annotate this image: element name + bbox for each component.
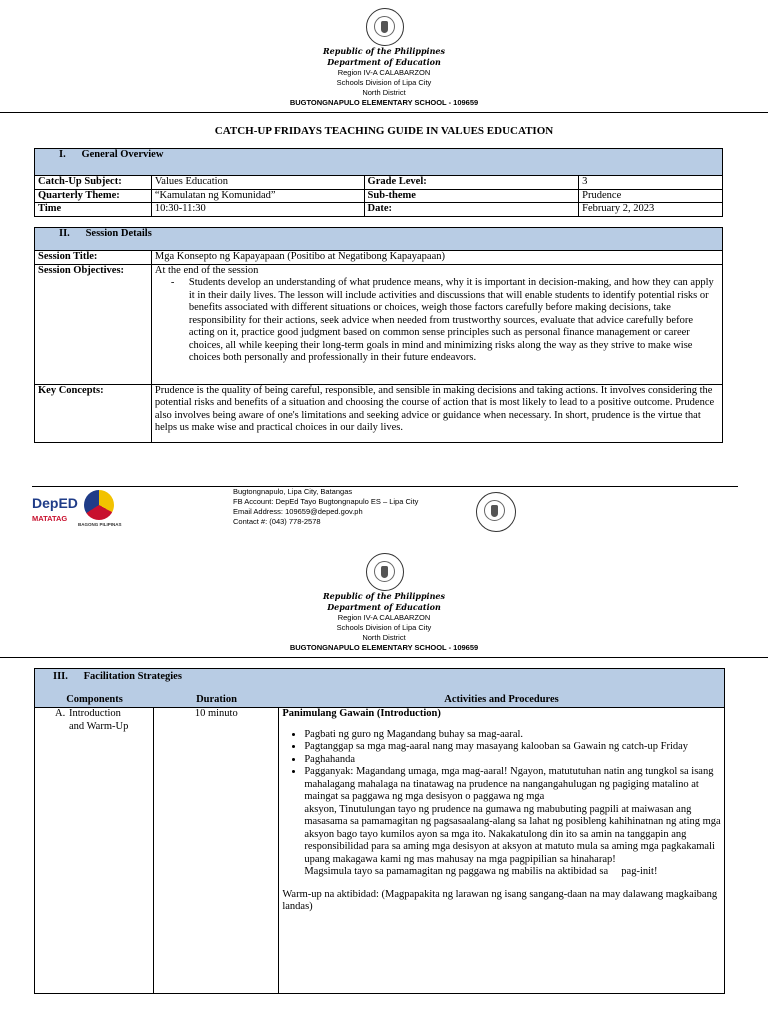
bagong-pilipinas-text: BAGONG PILIPINAS	[78, 522, 122, 527]
facilitation-heading: III. Facilitation Strategies Components Duration Activities and Procedures	[35, 669, 725, 708]
school-seal-icon	[476, 492, 516, 532]
bullet-item: • Pagganyak: Magandang umaga, mga mag-aaral! Ngayon, matututuhan natin ang tungkol sa isang mahalagang mahalaga na tinatawag na prudence na nangangahulugan ng pagiging matalino at maingat sa paggawa ng mga desisyon o paggawa ng mga	[304, 766, 721, 804]
session-title-label: Session Title:	[35, 251, 152, 265]
footer-address: Bugtongnapulo, Lipa City, Batangas	[233, 487, 353, 496]
deped-seal-icon	[366, 8, 404, 46]
theme-value: “Kamulatan ng Komunidad”	[151, 189, 364, 203]
document-title: CATCH-UP FRIDAYS TEACHING GUIDE IN VALUES EDUCATION	[214, 125, 554, 137]
grade-label: Grade Level:	[364, 176, 579, 190]
district-line: North District	[362, 88, 406, 97]
key-concepts-label: Key Concepts:	[35, 384, 152, 442]
component-letter: A.	[55, 708, 66, 719]
general-overview-table	[34, 148, 723, 217]
duration-cell: 10 minuto	[154, 708, 279, 994]
footer-email: Email Address: 109659@deped.gov.ph	[233, 507, 363, 516]
department-line-2: Department of Education	[327, 602, 441, 612]
col-duration: Duration	[196, 693, 237, 705]
bullet-item: • Pagbati ng guro ng Magandang buhay sa mag-aaral.	[304, 729, 721, 742]
school-line-2: BUGTONGNAPULO ELEMENTARY SCHOOL - 109659	[289, 643, 479, 652]
header-rule-2	[0, 657, 768, 658]
deped-logo-text: DepED	[32, 495, 78, 511]
session-details-heading: II. Session Details	[35, 228, 723, 251]
session-title-value: Mga Konsepto ng Kapayapaan (Positibo at Negatibong Kapayapaan)	[151, 251, 722, 265]
school-line: BUGTONGNAPULO ELEMENTARY SCHOOL - 109659	[289, 98, 479, 107]
component-name-2: and Warm-Up	[69, 720, 129, 732]
time-value: 10:30-11:30	[151, 203, 364, 217]
date-label: Date:	[364, 203, 579, 217]
component-name-1: Introduction	[69, 708, 121, 719]
bagong-pilipinas-logo-icon	[84, 490, 114, 520]
subject-label: Catch-Up Subject:	[35, 176, 152, 190]
grade-value: 3	[579, 176, 723, 190]
division-line: Schools Division of Lipa City	[336, 78, 432, 87]
general-overview-heading: I. General Overview	[35, 149, 723, 176]
region-line: Region IV-A CALABARZON	[337, 68, 431, 77]
subtheme-label: Sub-theme	[364, 189, 579, 203]
bullet-item: • Paghahanda	[304, 754, 721, 767]
theme-label: Quarterly Theme:	[35, 189, 152, 203]
date-value: February 2, 2023	[579, 203, 723, 217]
objectives-label: Session Objectives:	[35, 264, 152, 384]
activities-heading: Panimulang Gawain (Introduction)	[282, 708, 441, 719]
header-rule	[0, 112, 768, 113]
deped-seal-icon-2	[366, 553, 404, 591]
activity-paragraph-2: Magsimula tayo sa pamamagitan ng paggawa ng mabilis na aktibidad sa pag-init!	[304, 866, 658, 877]
objectives-text: - Students develop an understanding of what prudence means, why it is important in decision-making, and how they can apply it in their daily lives. The lesson will include activities and discussions that will enable students to identify potential risks or benefits associated with different situations or choices, weigh those factors carefully before making decisions, take responsibility for their actions, seek advice when needed from trustworthy sources, evaluate that advice carefully before acting on it, practice good judgment based on common sense principles such as personal finance management or career choices, all while keeping their long-term goals in mind and minimizing risks along the way as they strive to make wise choices both personally and professionally in their future endeavors.	[177, 277, 719, 365]
bullet-item: • Pagtanggap sa mga mag-aaral nang may masayang kalooban sa Gawain ng catch-up Friday	[304, 741, 721, 754]
republic-line: Republic of the Philippines	[322, 46, 445, 56]
activity-paragraph-1: aksyon, Tinutulungan tayo ng prudence na gumawa ng mabubuting pagpili at maiwasan ang masasama sa pamamagitan ng pagsasaalang-alang sa lahat ng posibleng kahihinatnan ng ating mga aksyon bago tayo kumilos ayon sa mga ito. Nakakatulong din ito sa amin na tanggapin ang responsibilidad para sa aming mga desisyon at aksyon at matuto mula sa aming mga pagkakamali upang makagawa kami ng mas mahusay na mga pagpipilian sa hinaharap!	[304, 803, 721, 865]
subject-value: Values Education	[151, 176, 364, 190]
session-details-table	[34, 227, 723, 443]
warmup-text: Warm-up na aktibidad: (Magpapakita ng larawan ng isang sangang-daan na may dalawang magkaibang landas)	[282, 888, 718, 912]
footer-contact: Contact #: (043) 778-2578	[233, 517, 321, 526]
objectives-cell	[151, 264, 722, 384]
matatag-text: MATATAG	[32, 514, 68, 523]
time-label: Time	[35, 203, 152, 217]
subtheme-value: Prudence	[579, 189, 723, 203]
footer-contact-block	[233, 487, 418, 527]
deped-logo	[32, 495, 78, 529]
col-activities: Activities and Procedures	[444, 693, 559, 705]
col-components: Components	[66, 693, 123, 705]
region-line-2: Region IV-A CALABARZON	[337, 613, 431, 622]
objectives-intro: At the end of the session	[154, 264, 259, 276]
key-concepts-text: Prudence is the quality of being careful, responsible, and sensible in making decisions and taking actions. It involves considering the potential risks and benefits of a situation and choosing the course of action that is most likely to lead to a positive outcome. Prudence also involves being aware of one's limitations and seeking advice or guidance when necessary. In short, prudence is the virtue that helps us make wise and practical choices in our daily lives.	[151, 384, 722, 442]
footer-fb: FB Account: DepEd Tayo Bugtongnapulo ES – Lipa City	[233, 497, 419, 506]
activities-cell	[279, 708, 725, 994]
district-line-2: North District	[362, 633, 406, 642]
division-line-2: Schools Division of Lipa City	[336, 623, 432, 632]
republic-line-2: Republic of the Philippines	[322, 591, 445, 601]
facilitation-table	[34, 668, 725, 994]
department-line: Department of Education	[327, 57, 441, 67]
component-cell	[35, 708, 154, 994]
